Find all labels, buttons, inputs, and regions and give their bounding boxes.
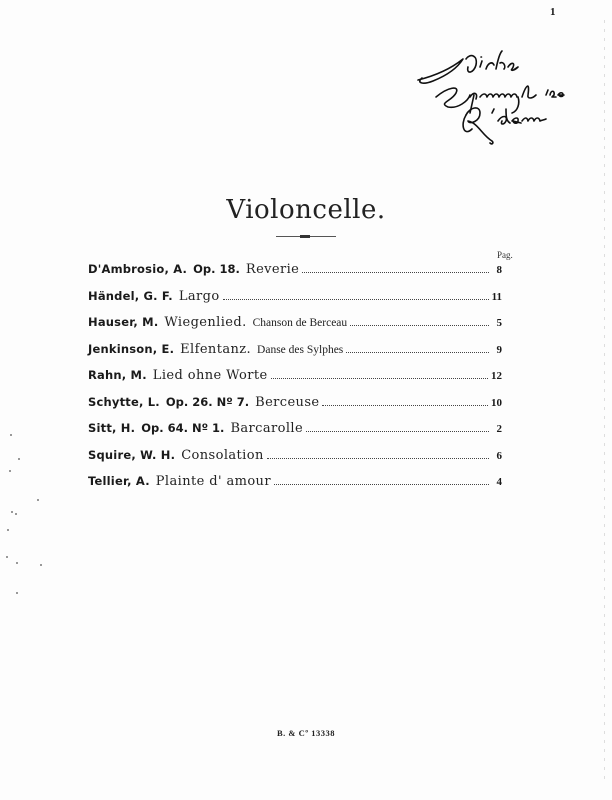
page-column-header: Pag. — [497, 250, 513, 260]
opus-number: Op. 26. Nº 7. — [165, 394, 250, 409]
work-title: Consolation — [181, 447, 264, 463]
title-ornament-rule — [276, 236, 336, 237]
scan-speck — [15, 513, 17, 515]
toc-entry — [88, 368, 502, 395]
page-reference: 9 — [496, 343, 502, 356]
composer-name: Schytte, L. — [88, 394, 160, 409]
composer-name: Hauser, M. — [88, 315, 159, 329]
composer-name: D'Ambrosio, A. — [88, 262, 188, 276]
work-title: Lied ohne Worte — [152, 368, 268, 383]
page-reference: 6 — [496, 449, 502, 462]
work-title: Wiegenlied. — [164, 315, 247, 330]
toc-entry — [88, 342, 502, 369]
dot-leader — [267, 458, 489, 459]
toc-entry — [88, 315, 502, 342]
toc-entry — [88, 289, 502, 316]
dot-leader — [350, 325, 489, 326]
composer-name: Tellier, A. — [88, 474, 150, 488]
composer-name: Händel, G. F. — [88, 288, 173, 303]
page-reference: 2 — [496, 423, 502, 435]
publisher-plate-number: B. & Cº 13338 — [277, 728, 335, 738]
work-title: Reverie — [245, 262, 300, 277]
composer-name: Jenkinson, E. — [88, 341, 175, 356]
scan-speck — [10, 434, 12, 436]
work-title: Berceuse — [255, 394, 320, 410]
scan-speck — [11, 511, 13, 513]
page-title: Violoncelle. — [226, 195, 386, 225]
scan-speck — [16, 562, 18, 564]
toc-entry — [88, 448, 502, 475]
scan-speck — [18, 458, 20, 460]
work-subtitle: Chanson de Berceau — [252, 317, 348, 329]
scan-speck — [16, 592, 18, 594]
opus-number: Op. 64. Nº 1. — [141, 421, 225, 435]
scan-speck — [37, 499, 39, 501]
dot-leader — [271, 378, 488, 379]
dot-leader — [223, 299, 489, 300]
work-title: Barcarolle — [230, 421, 304, 436]
scan-speck — [9, 470, 11, 472]
page-reference: 11 — [491, 290, 502, 303]
composer-name: Rahn, M. — [88, 368, 147, 382]
page-reference: 5 — [496, 317, 502, 329]
toc-entry — [88, 395, 502, 422]
toc-entry — [88, 262, 502, 289]
work-subtitle: Danse des Sylphes — [257, 343, 344, 356]
dot-leader — [346, 352, 489, 353]
composer-name: Squire, W. H. — [88, 447, 176, 462]
opus-number: Op. 18. — [193, 262, 240, 276]
table-of-contents — [88, 262, 502, 501]
dot-leader — [322, 405, 488, 406]
page-number: 1 — [550, 6, 556, 18]
dot-leader — [302, 272, 489, 273]
page-reference: 10 — [491, 396, 502, 409]
dot-leader — [274, 484, 489, 485]
page-reference: 8 — [496, 264, 502, 276]
dot-leader — [306, 431, 489, 432]
composer-name: Sitt, H. — [88, 421, 136, 435]
toc-entry — [88, 421, 502, 448]
scan-speck — [6, 556, 8, 558]
scan-speck — [7, 529, 9, 531]
handwritten-signature — [408, 45, 608, 155]
page-reference: 4 — [496, 476, 502, 488]
toc-entry — [88, 474, 502, 501]
page-reference: 12 — [491, 370, 502, 382]
scan-speck — [40, 564, 42, 566]
work-title: Largo — [178, 288, 220, 304]
work-title: Plainte d' amour — [155, 474, 271, 489]
work-title: Elfentanz. — [180, 341, 252, 357]
